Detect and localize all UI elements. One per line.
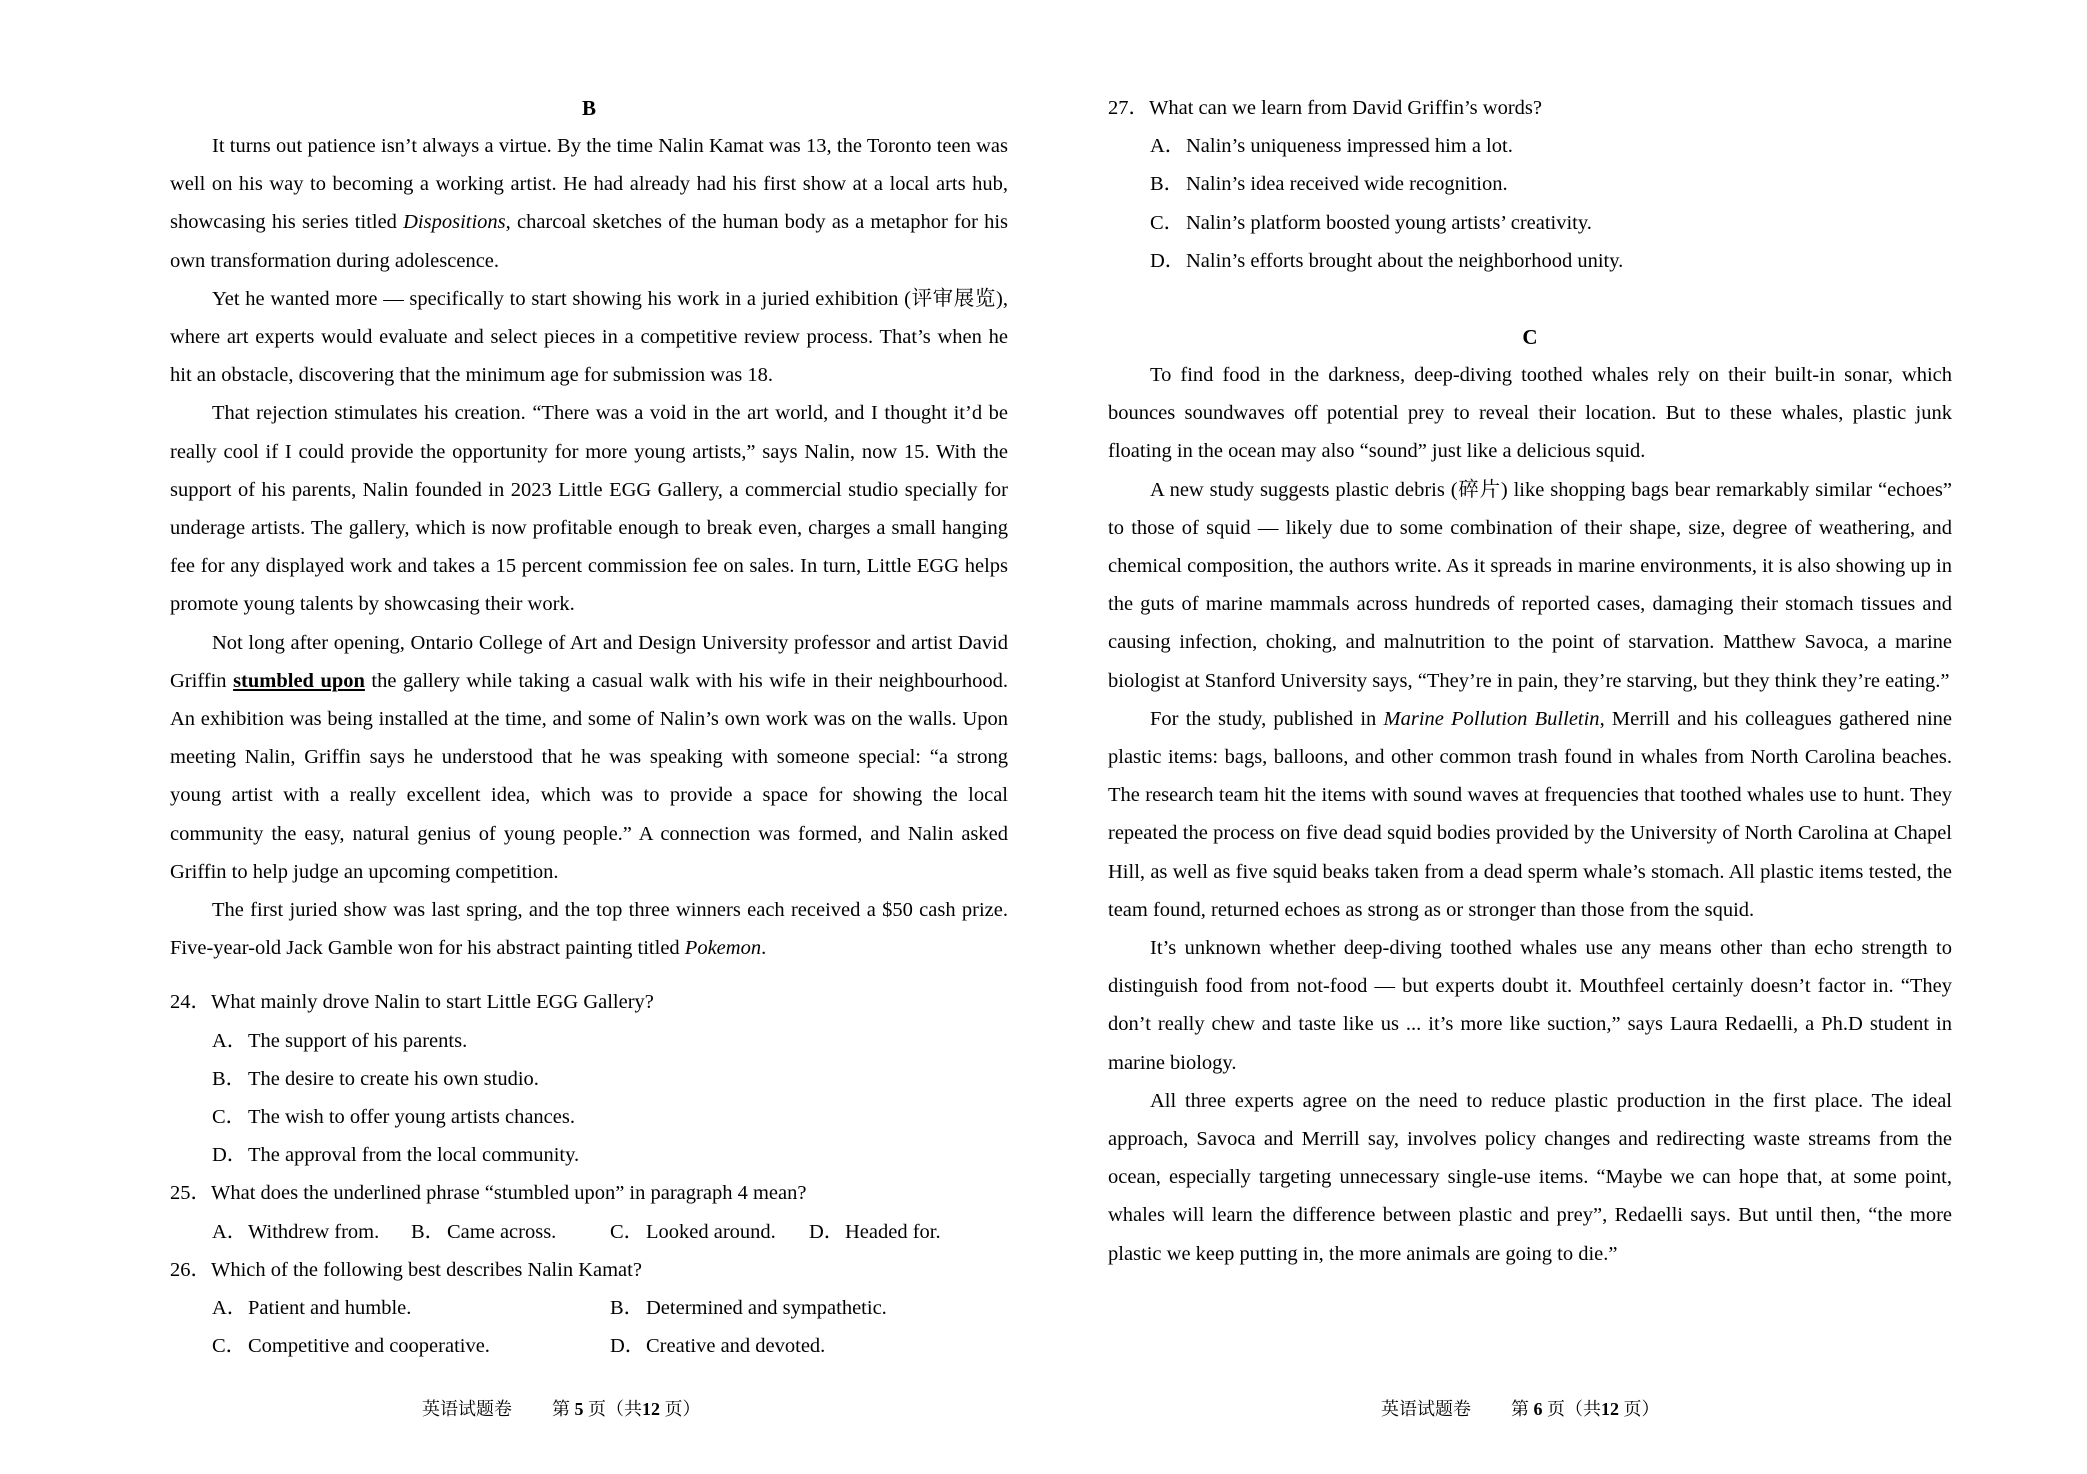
footer-subject: 英语试题卷	[1381, 1399, 1471, 1419]
option-c	[212, 1327, 610, 1365]
option-text: Nalin’s idea received wide recognition.	[1186, 173, 1508, 196]
underlined-phrase: stumbled upon	[233, 669, 365, 692]
question-26	[170, 1251, 1008, 1366]
option-d	[809, 1213, 1008, 1251]
question-text: Which of the following best describes Nalin Kamat?	[211, 1258, 642, 1281]
question-number: 24．	[170, 991, 211, 1014]
question-24	[170, 983, 1008, 1174]
page-number: 6	[1533, 1399, 1543, 1419]
option-a	[212, 1213, 411, 1251]
option-letter: C．	[212, 1335, 247, 1358]
option-letter: B．	[212, 1067, 247, 1090]
text: The first juried show was last spring, and the top three winners each received a $50 cash prize. Five-year-old Jack Gamble won for his abstract painting titled	[170, 899, 1008, 960]
option-a	[170, 1022, 1008, 1060]
passage-c-paragraph-3	[1108, 700, 1952, 929]
option-letter: C．	[1150, 211, 1185, 234]
question-text: What mainly drove Nalin to start Little EGG Gallery?	[211, 991, 654, 1014]
passage-b-paragraph-3: That rejection stimulates his creation. “There was a void in the art world, and I thought it’d be really cool if I could provide the opportunity for more young artists,” says Nalin, now 15. With the support of his parents, Nalin founded in 2023 Little EGG Gallery, a commercial studio specially for underage artists. The gallery, which is now profitable enough to break even, charges a small hanging fee for any displayed work and takes a 15 percent commission fee on sales. In turn, Little EGG helps promote young talents by showcasing their work.	[170, 402, 1008, 616]
option-letter: D．	[610, 1335, 646, 1358]
option-b	[411, 1213, 610, 1251]
passage-b-paragraph-5	[170, 891, 1008, 967]
question-27	[1108, 89, 1952, 280]
passage-b-paragraph-4	[170, 624, 1008, 891]
text: It turns out patience isn’t always a virtue. By the time Nalin Kamat was 13, the Toronto teen was well on his way to becoming a working artist. He had already had his first show at a local arts hub, showcasing his series titled	[170, 135, 1008, 234]
option-text: Competitive and cooperative.	[248, 1335, 490, 1358]
option-letter: A．	[212, 1220, 248, 1243]
footer-text: 第	[1511, 1399, 1529, 1419]
page-number: 5	[574, 1399, 584, 1419]
section-title-b: B	[581, 96, 596, 120]
question-text: What can we learn from David Griffin’s words?	[1149, 97, 1542, 119]
option-letter: A．	[1150, 135, 1186, 158]
passage-c-paragraph-1: To find food in the darkness, deep-diving toothed whales rely on their built-in sonar, which bounces soundwaves off potential prey to reveal their location. But to these whales, plastic junk floating in the ocean may also “sound” just like a delicious squid.	[1108, 364, 1952, 463]
passage-b-paragraph-2: Yet he wanted more — specifically to start showing his work in a juried exhibition (评审展览), where art experts would evaluate and select pieces in a competitive review process. That’s when he hit an obstacle, discovering that the minimum age for submission was 18.	[170, 287, 1008, 387]
option-text: The approval from the local community.	[248, 1144, 580, 1167]
question-number: 27．	[1108, 97, 1149, 119]
option-d	[1108, 242, 1952, 280]
option-b	[610, 1289, 1008, 1327]
option-text: Nalin’s efforts brought about the neighborhood unity.	[1186, 249, 1624, 272]
passage-c-paragraph-2: A new study suggests plastic debris (碎片) like shopping bags bear remarkably similar “echoes” to those of squid — likely due to some combination of their shape, size, degree of weathering, and chemical composition, the authors write. As it spreads in marine environments, it is also showing up in the guts of marine mammals across hundreds of reported cases, damaging their stomach tissues and causing infection, choking, and malnutrition to the point of starvation. Matthew Savoca, a marine biologist at Stanford University says, “They’re in pain, they’re starving, but they think they’re eating.”	[1108, 478, 1952, 692]
passage-b-paragraph-1	[170, 127, 1008, 280]
question-number: 26．	[170, 1258, 211, 1281]
option-letter: B．	[1150, 173, 1185, 196]
option-text: Nalin’s uniqueness impressed him a lot.	[1186, 135, 1513, 158]
option-text: The desire to create his own studio.	[248, 1067, 539, 1090]
option-c	[1108, 204, 1952, 242]
option-letter: D．	[1150, 249, 1186, 272]
question-25	[170, 1174, 1008, 1250]
question-stem	[170, 1251, 1008, 1289]
footer-text: 页）	[664, 1399, 701, 1419]
painting-title: Pokemon	[684, 937, 762, 960]
text: For the study, published in	[1150, 707, 1384, 730]
option-text: Came across.	[447, 1220, 557, 1243]
option-b	[170, 1060, 1008, 1098]
passage-c-paragraph-4: It’s unknown whether deep-diving toothed whales use any means other than echo strength to distinguish food from not-food — but experts doubt it. Mouthfeel certainly doesn’t factor in. “They don’t really chew and taste like us ... it’s more like suction,” says Laura Redaelli, a Ph.D student in marine biology.	[1108, 937, 1952, 1074]
option-letter: A．	[212, 1297, 248, 1320]
option-letter: D．	[809, 1220, 845, 1243]
question-number: 25．	[170, 1182, 211, 1205]
text: , Merrill and his colleagues gathered nine plastic items: bags, balloons, and other common trash found in whales from North Carolina beaches. The research team hit the items with sound waves at frequencies that toothed whales use to hunt. They repeated the process on five dead squid bodies provided by the University of North Carolina at Chapel Hill, as well as five squid beaks taken from a dead sperm whale’s stomach. All plastic items tested, the team found, returned echoes as strong as or stronger than those from the squid.	[1108, 707, 1953, 921]
section-title-c: C	[1522, 325, 1538, 350]
option-letter: D．	[212, 1144, 248, 1167]
option-letter: C．	[212, 1106, 247, 1129]
passage-c-paragraph-5: All three experts agree on the need to reduce plastic production in the first place. The ideal approach, Savoca and Merrill say, involves policy changes and redirecting waste streams from the ocean, especially targeting unnecessary single-use items. “Maybe we can hope that, at some point, whales will learn the difference between plastic and prey”, Redaelli says. But until then, “the more plastic we keep putting in, the more animals are going to die.”	[1108, 1089, 1952, 1265]
option-text: Determined and sympathetic.	[646, 1297, 887, 1320]
left-page	[170, 0, 1008, 1474]
footer-text: 页）	[1623, 1399, 1660, 1419]
option-d	[610, 1327, 1008, 1365]
option-d	[170, 1136, 1008, 1174]
option-letter: A．	[212, 1029, 248, 1052]
option-c	[610, 1213, 809, 1251]
option-text: The support of his parents.	[248, 1029, 468, 1052]
option-text: Creative and devoted.	[646, 1335, 826, 1358]
right-page	[1108, 0, 1952, 1474]
option-letter: C．	[610, 1220, 645, 1243]
footer-text: 页（共	[1547, 1399, 1601, 1419]
option-text: Withdrew from.	[248, 1220, 380, 1243]
question-stem	[170, 983, 1008, 1021]
option-letter: B．	[610, 1297, 645, 1320]
option-c	[170, 1098, 1008, 1136]
footer-subject: 英语试题卷	[422, 1399, 512, 1419]
option-a	[212, 1289, 610, 1327]
options-row	[170, 1213, 1008, 1251]
option-text: The wish to offer young artists chances.	[248, 1106, 575, 1129]
page-footer-right	[1381, 1397, 1660, 1421]
option-text: Looked around.	[646, 1220, 776, 1243]
question-stem	[1108, 89, 1952, 127]
options-row	[170, 1289, 1008, 1327]
option-b	[1108, 165, 1952, 203]
question-stem	[170, 1174, 1008, 1212]
option-letter: B．	[411, 1220, 446, 1243]
option-text: Nalin’s platform boosted young artists’ creativity.	[1186, 211, 1592, 234]
text: , charcoal sketches of the human body as a metaphor for his own transformation during adolescence.	[170, 211, 1008, 272]
question-text: What does the underlined phrase “stumbled upon” in paragraph 4 mean?	[211, 1182, 807, 1205]
options-row	[170, 1327, 1008, 1365]
page-footer-left	[422, 1397, 701, 1421]
option-a	[1108, 127, 1952, 165]
option-text: Headed for.	[845, 1220, 941, 1243]
page-total: 12	[1601, 1399, 1619, 1419]
text: Not long after opening, Ontario College of Art and Design University professor and artist David Griffin	[170, 631, 1008, 692]
option-text: Patient and humble.	[248, 1297, 412, 1320]
footer-text: 第	[552, 1399, 570, 1419]
page-total: 12	[642, 1399, 660, 1419]
journal-title: Marine Pollution Bulletin	[1383, 707, 1600, 730]
text: .	[761, 937, 767, 960]
footer-text: 页（共	[588, 1399, 642, 1419]
series-title: Dispositions	[403, 211, 506, 234]
text: the gallery while taking a casual walk with his wife in their neighbourhood. An exhibition was being installed at the time, and some of Nalin’s own work was on the walls. Upon meeting Nalin, Griffin says he understood that he was speaking with someone special: “a strong young artist with a really excellent idea, which was to provide a space for showing the local community the easy, natural genius of young people.” A connection was formed, and Nalin asked Griffin to help judge an upcoming competition.	[170, 669, 1008, 883]
